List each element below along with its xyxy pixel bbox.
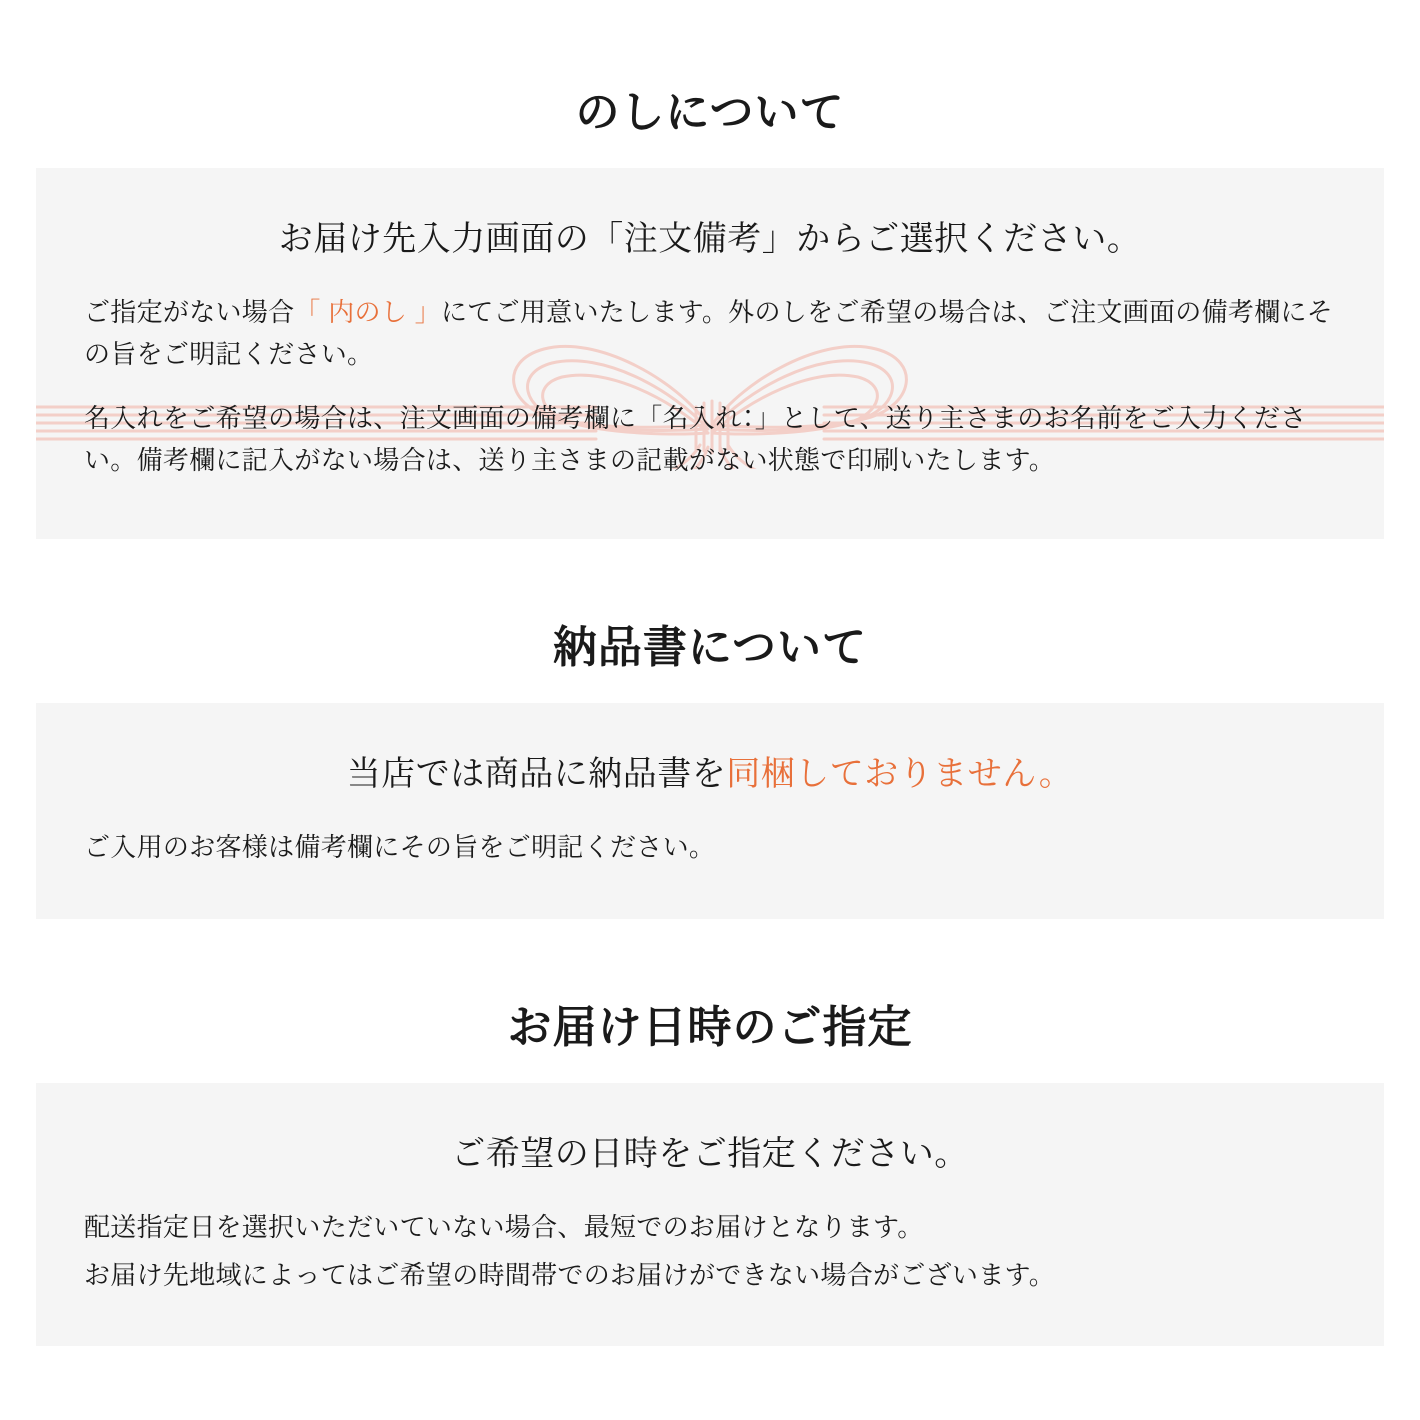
noshi-panel-content [36, 168, 1384, 539]
noshi-lead: お届け先入力画面の「注文備考」からご選択ください。 [278, 220, 1142, 258]
page-title-noshi: のしについて [575, 88, 845, 137]
noshi-paragraph-1-accent: 「 内のし 」 [294, 297, 441, 327]
delivery-panel [36, 1083, 1384, 1346]
invoice-paragraph-1: ご入用のお客様は備考欄にその旨をご明記ください。 [84, 832, 716, 863]
delivery-panel-content [36, 1083, 1384, 1346]
delivery-paragraph-1: 配送指定日を選択いただいていない場合、最短でのお届けとなります。 [84, 1211, 924, 1242]
noshi-paragraph-1 [84, 291, 1336, 375]
page-title-invoice: 納品書について [552, 623, 868, 673]
invoice-lead [84, 749, 1336, 800]
noshi-panel [36, 168, 1384, 539]
page-title-delivery: お届け日時のご指定 [507, 1002, 913, 1052]
invoice-panel [36, 703, 1384, 918]
invoice-lead-accent: 同梱しておりません。 [726, 755, 1074, 794]
noshi-paragraph-1-pre: ご指定がない場合 [84, 297, 295, 327]
delivery-paragraph-2: お届け先地域によってはご希望の時間帯でのお届けができない場合がございます。 [84, 1259, 1056, 1290]
bottom-spacer [36, 1346, 1384, 1386]
noshi-paragraph-1-post: にてご用意いたします。外のしをご希望の場合は、ご注文画面の備考欄にその旨をご明記ください。 [84, 297, 1334, 370]
delivery-lead: ご希望の日時をご指定ください。 [451, 1134, 969, 1173]
invoice-lead-prefix: 当店では商品に納品書を [346, 755, 727, 794]
noshi-paragraph-2: 名入れをご希望の場合は、注文画面の備考欄に「名入れ：」として、送り主さまのお名前をご入力ください。備考欄に記入がない場合は、送り主さまの記載がない状態で印刷いたします。 [84, 403, 1307, 476]
invoice-panel-content [36, 703, 1384, 918]
